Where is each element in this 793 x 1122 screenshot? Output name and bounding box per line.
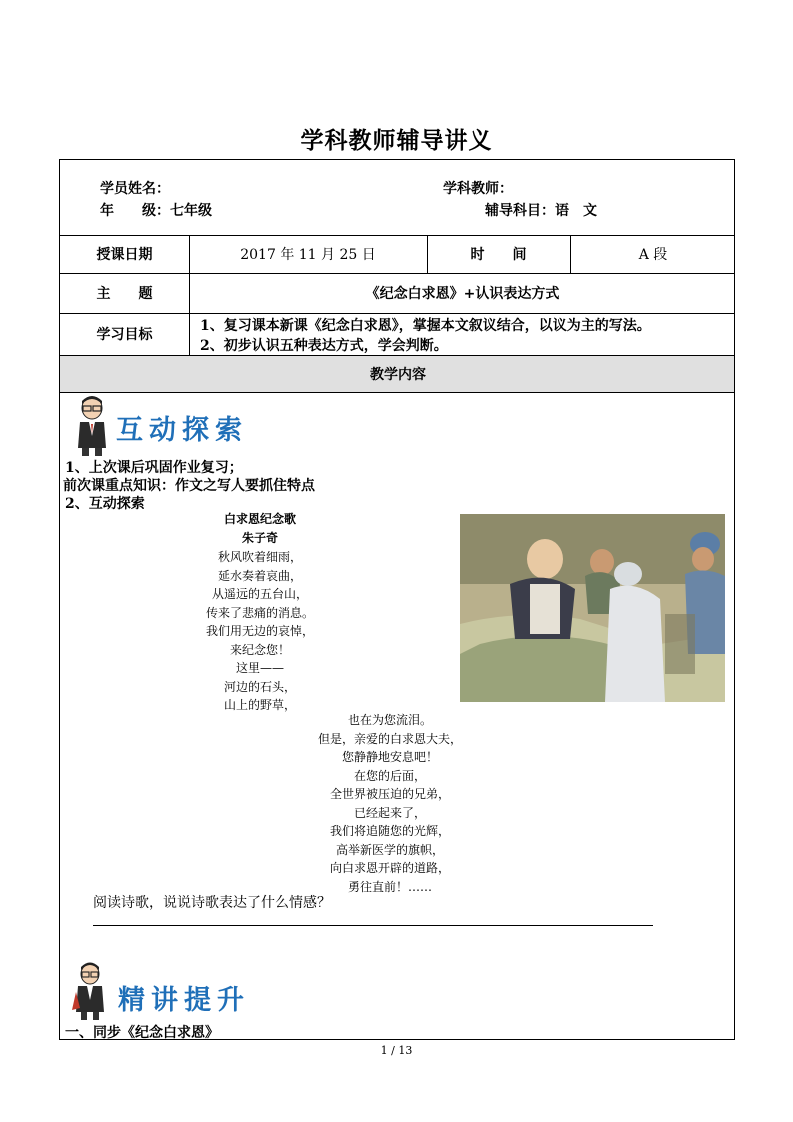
topic-value: 《纪念白求恩》+认识表达方式 xyxy=(365,286,560,302)
answer-line[interactable] xyxy=(93,925,653,926)
poem-line: 秋风吹着细雨， xyxy=(217,550,302,564)
date-label: 授课日期 xyxy=(96,247,153,263)
goals-label: 学习目标 xyxy=(96,327,153,343)
poem-line: 延水奏着哀曲， xyxy=(217,568,302,583)
poem-title: 白求恩纪念歌 xyxy=(223,512,296,526)
poem-line: 向白求恩开辟的道路， xyxy=(329,861,450,875)
time-value: A 段 xyxy=(638,247,668,263)
teacher-label: 学科教师： xyxy=(443,181,513,197)
key-knowledge-line: 前次课重点知识：作文之写人要抓住特点 xyxy=(63,478,315,494)
poem-line: 已经起来了， xyxy=(353,805,426,820)
poem-line: 全世界被压迫的兄弟， xyxy=(329,787,450,801)
poem-line: 您静静地安息吧！ xyxy=(341,750,438,764)
poem-stanza-b xyxy=(280,711,500,896)
reading-question: 阅读诗歌，说说诗歌表达了什么情感？ xyxy=(93,895,331,911)
poem-line: 高举新医学的旗帜， xyxy=(335,842,444,857)
poem-line: 我们将追随您的光辉， xyxy=(329,824,450,838)
date-value: 2017 年 11 月 25 日 xyxy=(240,247,376,263)
poem-line: 在您的后面， xyxy=(353,768,426,783)
poem-line: 传来了悲痛的消息。 xyxy=(205,605,314,620)
goal-item: 1、复习课本新课《纪念白求恩》，掌握本文叙议结合，以议为主的写法。 xyxy=(200,318,651,334)
poem-line: 河边的石头， xyxy=(223,679,296,694)
painting-image xyxy=(460,514,725,702)
poem-author: 朱子奇 xyxy=(241,531,278,545)
subject-label: 辅导科目：语 文 xyxy=(485,203,597,219)
student-name-label: 学员姓名： xyxy=(100,181,170,197)
poem-line: 来纪念您！ xyxy=(229,642,290,657)
poem-line: 但是，亲爱的白求恩大夫， xyxy=(317,731,462,746)
poem-stanza-a xyxy=(170,548,350,715)
section-banner-explore: 互动探索 xyxy=(116,415,248,446)
poem-line: 这里—— xyxy=(235,661,284,675)
lesson-table xyxy=(59,159,735,1040)
page-number: 1 / 13 xyxy=(380,1044,413,1057)
content-header: 教学内容 xyxy=(370,366,426,383)
grade-label: 年 级：七年级 xyxy=(100,203,212,219)
interactive-explore-line: 2、互动探索 xyxy=(65,496,145,512)
poem-line: 从遥远的五台山， xyxy=(211,587,308,601)
poem-line: 也在为您流泪。 xyxy=(347,713,432,727)
poem-line: 山上的野草， xyxy=(223,698,296,712)
time-label: 时 间 xyxy=(470,247,527,263)
section-banner-lecture: 精讲提升 xyxy=(118,985,250,1016)
homework-review-line: 1、上次课后巩固作业复习； xyxy=(65,460,243,476)
poem-line: 勇往直前！…… xyxy=(347,879,432,894)
document-title: 学科教师辅导讲义 xyxy=(300,127,493,154)
poem-line: 我们用无边的哀悼， xyxy=(205,624,314,638)
topic-label: 主 题 xyxy=(96,286,153,302)
row-divider xyxy=(60,392,734,393)
sync-lesson-line: 一、同步《纪念白求恩》 xyxy=(65,1025,219,1041)
teacher-mascot-icon xyxy=(72,396,112,456)
goal-item: 2、初步认识五种表达方式，学会判断。 xyxy=(200,338,448,354)
teacher-mascot-icon xyxy=(72,962,108,1020)
